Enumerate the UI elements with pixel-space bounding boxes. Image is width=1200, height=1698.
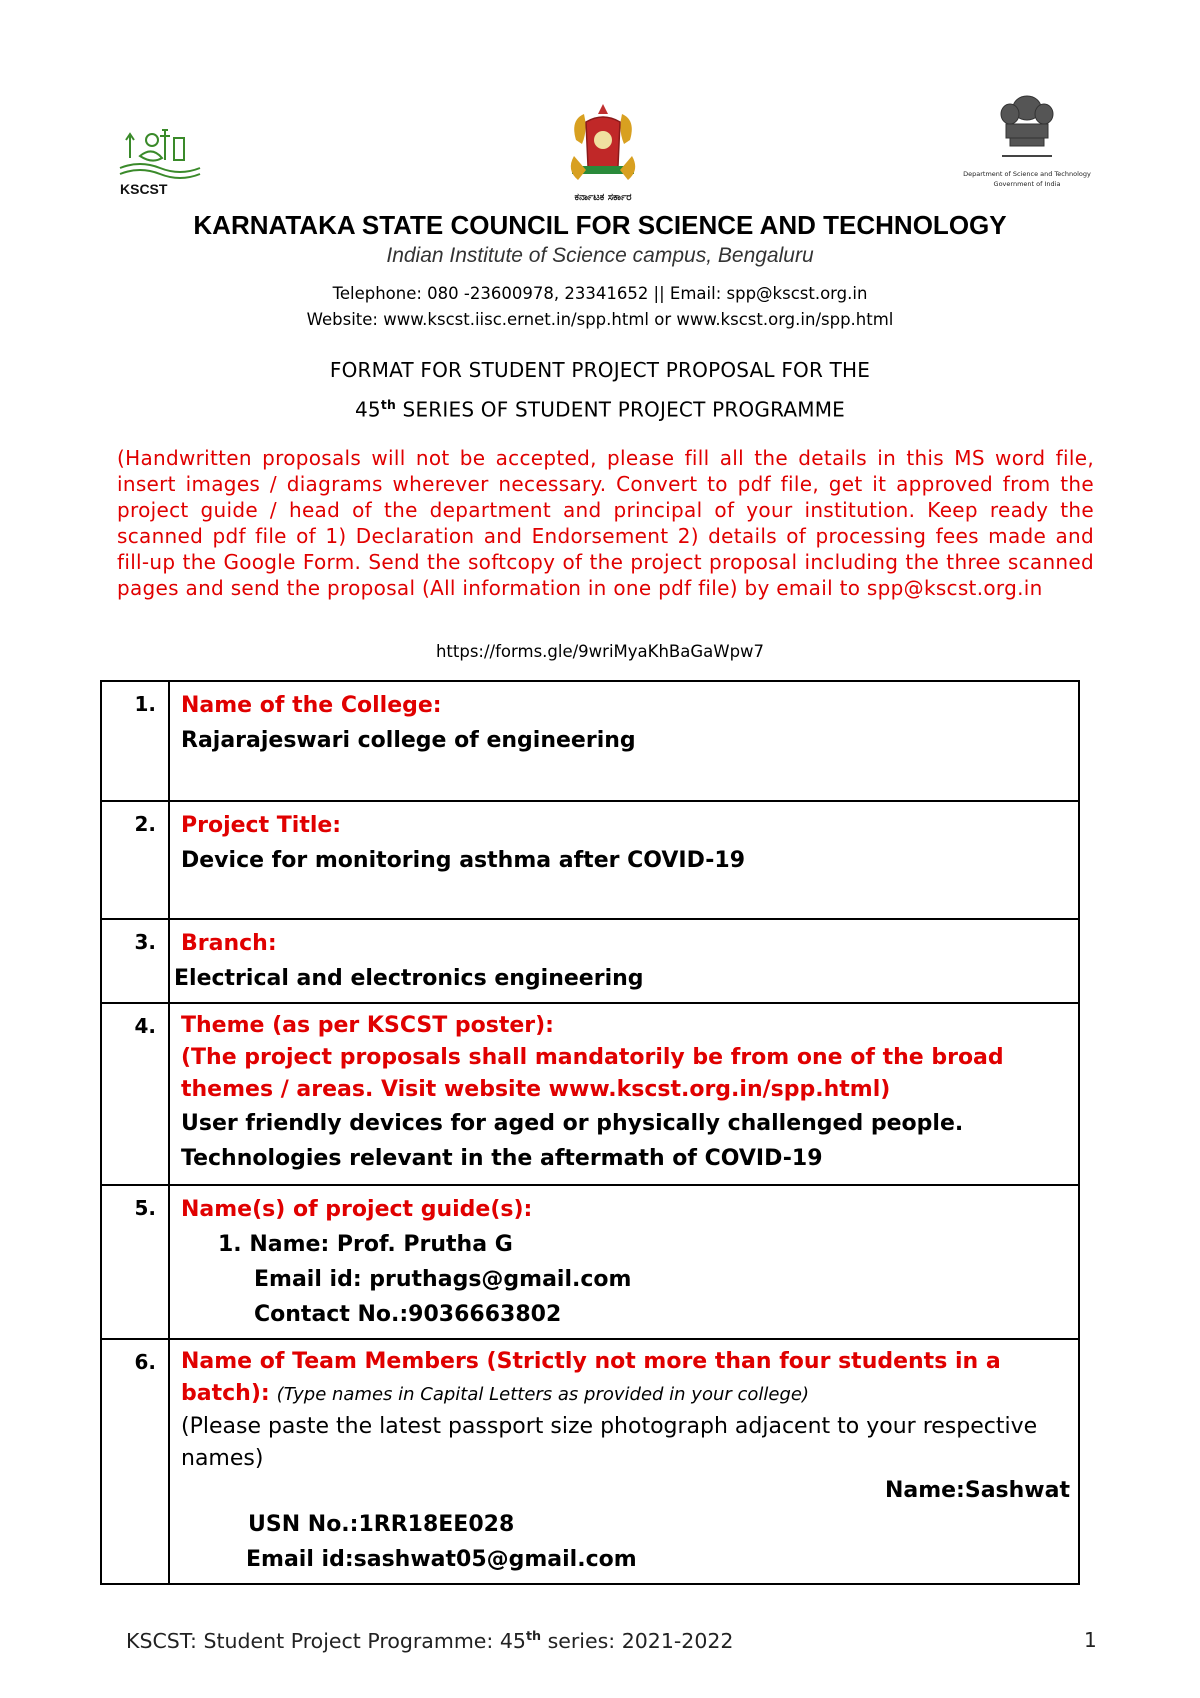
row-number: 2.	[134, 812, 156, 836]
svg-text:Government of India: Government of India	[993, 180, 1061, 188]
goi-dst-logo	[962, 92, 1092, 200]
member-usn[interactable]: USN No.:1RR18EE028	[248, 1512, 515, 1537]
form-row-guides	[101, 1185, 1079, 1339]
footer-text-a: KSCST: Student Project Programme: 45	[126, 1628, 526, 1653]
row-number: 4.	[134, 1014, 156, 1038]
branch-label: Branch:	[181, 931, 277, 956]
team-label-note: (Type names in Capital Letters as provided in your college)	[276, 1384, 810, 1405]
theme-value-1[interactable]: User friendly devices for aged or physically challenged people.	[181, 1111, 964, 1136]
row-number: 5.	[134, 1196, 156, 1220]
member-name[interactable]: Name:Sashwat	[884, 1478, 1070, 1503]
project-title-value[interactable]: Device for monitoring asthma after COVID-19	[181, 848, 746, 873]
guide-email[interactable]: Email id: pruthags@gmail.com	[254, 1267, 632, 1292]
college-value[interactable]: Rajarajeswari college of engineering	[181, 728, 636, 753]
theme-value-2[interactable]: Technologies relevant in the aftermath of COVID-19	[181, 1146, 823, 1171]
website-line: Website: www.kscst.iisc.ernet.in/spp.html or www.kscst.org.in/spp.html	[306, 310, 894, 329]
row-number: 3.	[134, 930, 156, 954]
team-label	[181, 1346, 1070, 1411]
theme-note: (The project proposals shall mandatorily be from one of the broad themes / areas. Visit website www.kscst.org.in/spp.html)	[181, 1045, 1004, 1102]
footer-suffix: th	[525, 1628, 542, 1643]
kscst-logo	[110, 118, 220, 198]
instructions-note: (Handwritten proposals will not be accepted, please fill all the details in this MS word file, insert images / diagrams wherever necessary. Convert to pdf file, get it approved from the project guide / head of the department and principal of your institution. Keep ready the scanned pdf file of 1) Declaration and Endorsement 2) details of processing fees made and fill-up the Google Form. Send the softcopy of the project proposal including the three scanned pages and send the proposal (All information in one pdf file) by email to spp@kscst.org.in	[117, 446, 1094, 600]
page-footer	[126, 1628, 733, 1653]
telephone-line: Telephone: 080 -23600978, 23341652 || Email: spp@kscst.org.in	[332, 284, 868, 303]
college-label: Name of the College:	[181, 693, 442, 718]
format-heading-line1: FORMAT FOR STUDENT PROJECT PROPOSAL FOR THE	[329, 358, 871, 382]
format-heading-line2	[0, 397, 1200, 422]
google-form-link[interactable]: https://forms.gle/9wriMyaKhBaGaWpw7	[435, 642, 765, 661]
row-number: 1.	[134, 692, 156, 716]
guide-name-text: Name: Prof. Prutha G	[249, 1232, 513, 1257]
proposal-form-table	[100, 680, 1080, 1585]
svg-text:Department of Science and Tech: Department of Science and Technology	[963, 170, 1091, 178]
form-row-college	[101, 681, 1079, 801]
series-suffix: th	[380, 397, 396, 412]
form-row-theme	[101, 1003, 1079, 1185]
form-row-branch	[101, 919, 1079, 1003]
guide-list-number: 1.	[218, 1232, 242, 1257]
svg-text:KSCST: KSCST	[120, 181, 168, 197]
guides-label: Name(s) of project guide(s):	[181, 1197, 533, 1222]
format-heading-line2-text: SERIES OF STUDENT PROJECT PROGRAMME	[396, 397, 845, 422]
organization-subtitle: Indian Institute of Science campus, Bengaluru	[386, 244, 814, 267]
footer-text-b: series: 2021-2022	[541, 1628, 734, 1653]
form-row-team-members	[101, 1339, 1079, 1584]
member-email[interactable]: Email id:sashwat05@gmail.com	[246, 1547, 637, 1572]
guide-name[interactable]	[181, 1227, 1070, 1262]
page-number: 1	[1084, 1628, 1097, 1652]
svg-text:ಕರ್ನಾಟಕ ಸರ್ಕಾರ: ಕರ್ನಾಟಕ ಸರ್ಕಾರ	[574, 192, 632, 203]
row-number: 6.	[134, 1350, 156, 1374]
karnataka-emblem-logo	[548, 100, 658, 208]
organization-title: KARNATAKA STATE COUNCIL FOR SCIENCE AND TECHNOLOGY	[193, 210, 1007, 240]
form-row-project-title	[101, 801, 1079, 919]
series-number: 45	[354, 397, 381, 422]
branch-value[interactable]: Electrical and electronics engineering	[174, 966, 644, 991]
theme-label: Theme (as per KSCST poster):	[181, 1013, 554, 1038]
photo-note: (Please paste the latest passport size photograph adjacent to your respective names)	[181, 1414, 1038, 1471]
team-label-text: Name of Team Members (Strictly not more than four students in a batch):	[181, 1349, 1001, 1406]
project-title-label: Project Title:	[181, 813, 342, 838]
guide-contact[interactable]: Contact No.:9036663802	[254, 1302, 562, 1327]
